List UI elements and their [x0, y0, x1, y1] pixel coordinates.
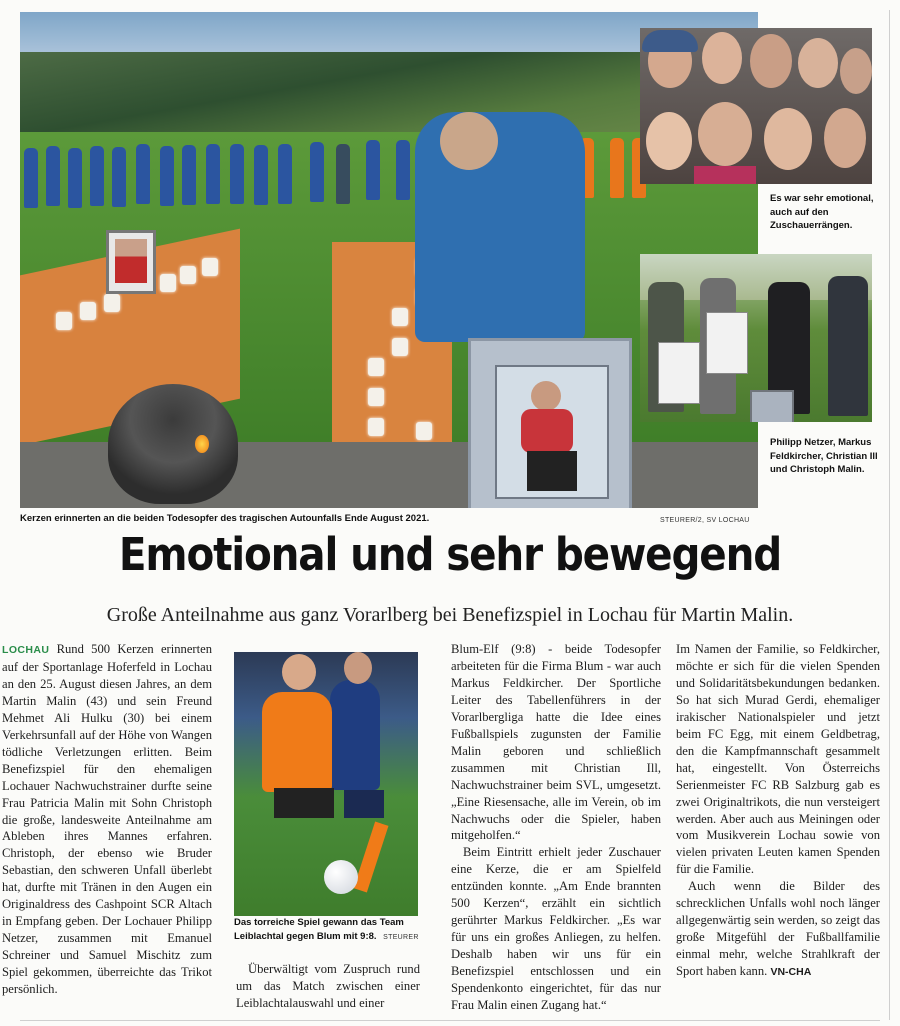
- audience-photo: [640, 28, 872, 184]
- memorial-photo-small: [106, 230, 156, 294]
- action-caption: Das torreiche Spiel gewann das Team Leiblachtal gegen Blum mit 9:8. STEURER: [234, 917, 419, 942]
- main-photo-credit: STEURER/2, SV LOCHAU: [660, 517, 750, 524]
- col1-text: Rund 500 Kerzen erinnerten auf der Sportanlage Hoferfeld in Lochau an den 25. August diesen Jahres, an dem Martin Malin (43) und sein Freund Mehmet Ali Hulku (30) bei einem Verkehrsunfall auf der Höhe von Wangen tödliche Verletzungen erlitten. Beim Benefizspiel für den ehemaligen Lochauer Nachwuchstrainer durfte seine Frau Patricia Malin mit Sohn Christoph die große, landesweite Anteilnahme am Ableben ihres Mannes erfahren. Christoph, der ebenso wie Bruder Sebastian, den schweren Unfall überlebt hat, durfte mit Tränen in den Augen ein Originaldress des Cashpoint SCR Altach in Empfang geben. Der Lochauer Philipp Netzer, zusammen mit Emanuel Schreiner und Samuel Mischitz zum Spiel gekommen, überreichte das Trikot persönlich.: [2, 642, 212, 997]
- audience-caption: Es war sehr emotional, auch auf den Zuschauerrängen.: [770, 193, 874, 231]
- group-caption: Philipp Netzer, Markus Feldkircher, Christian Ill und Christoph Malin.: [770, 437, 878, 475]
- col3-text-1: Blum-Elf (9:8) - beide Todesopfer arbeiteten für die Firma Blum - war auch Markus Feldkircher. Der Sportliche Leiter des Tabellenführers in der Vorarlbergliga hatte die Idee eines Fußballspiels zugunsten der Familie Malin geboren und schließlich zusammen mit Christian Ill, Nachwuchstrainer beim SVL, umgesetzt. „Eine Riesensache, alle im Verein, ob im Nachwuchs oder die Spieler, haben mitgeholfen.“: [451, 642, 661, 843]
- memorial-photo-large: [468, 338, 632, 508]
- flame: [195, 435, 209, 453]
- article-column-4: [676, 641, 880, 981]
- man-head: [440, 112, 498, 170]
- football: [324, 860, 358, 894]
- action-credit: STEURER: [383, 933, 419, 941]
- group-photo: [640, 254, 872, 422]
- article-column-3: [451, 641, 661, 1014]
- main-photo-caption: Kerzen erinnerten an die beiden Todesopfer des tragischen Autounfalls Ende August 2021.: [20, 513, 430, 524]
- headline: Emotional und sehr bewegend: [118, 528, 782, 581]
- article-column-1: [2, 641, 212, 998]
- action-photo: [234, 652, 418, 916]
- author-signature: VN-CHA: [770, 966, 812, 979]
- page-divider: [889, 10, 890, 1020]
- col4-text-2: Auch wenn die Bilder des schrecklichen Unfalls wohl noch länger allgegenwärtig sein werden, so zeigt das große Mitgefühl der Fußballfamilie einmal mehr, welche Strahlkraft der Sport haben kann.: [676, 879, 880, 979]
- bottom-divider: [20, 1020, 880, 1021]
- dateline: LOCHAU: [2, 644, 50, 656]
- subheadline: Große Anteilnahme aus ganz Vorarlberg bei Benefizspiel in Lochau für Martin Malin.: [106, 604, 794, 626]
- fire-bowl: [108, 384, 238, 504]
- player-blue: [330, 680, 380, 790]
- article-column-2: [236, 961, 420, 1012]
- player-orange: [262, 692, 332, 792]
- col3-text-2: Beim Eintritt erhielt jeder Zuschauer eine Kerze, die er am Spielfeld entzünden konnte. „Am Ende brannten 500 Kerzen“, erzählt ein sichtlich gerührter Markus Feldkircher. „Es war für uns ein großes Anliegen, zu helfen. Deshalb haben wir uns für ein Benefizspiel entschlossen und ein Spendenkonto eingerichtet, für das nur Frau Malin einen Zugang hat.“: [451, 845, 661, 1013]
- col4-text-1: Im Namen der Familie, so Feldkircher, möchte er sich für die vielen Spenden und Solidaritätsbekundungen bedanken. So hat sich Murad Gerdi, ehemaliger irakischer Nationalspieler und jetzt beim FC Egg, mit einem Geldbetrag, den die Kampfmannschaft gesammelt hat, eingestellt. Von Österreichs Serienmeister FC RB Salzburg gab es zwei Originaltrikots, die nun versteigert werden. Aber auch aus Meiningen oder vom Musikverein Lochau sowie von vielen privaten Leuten kamen Spenden für die Familie.: [676, 642, 880, 877]
- col2-text: Überwältigt vom Zuspruch rund um das Match zwischen einer Leiblachtalauswahl und einer: [236, 962, 420, 1010]
